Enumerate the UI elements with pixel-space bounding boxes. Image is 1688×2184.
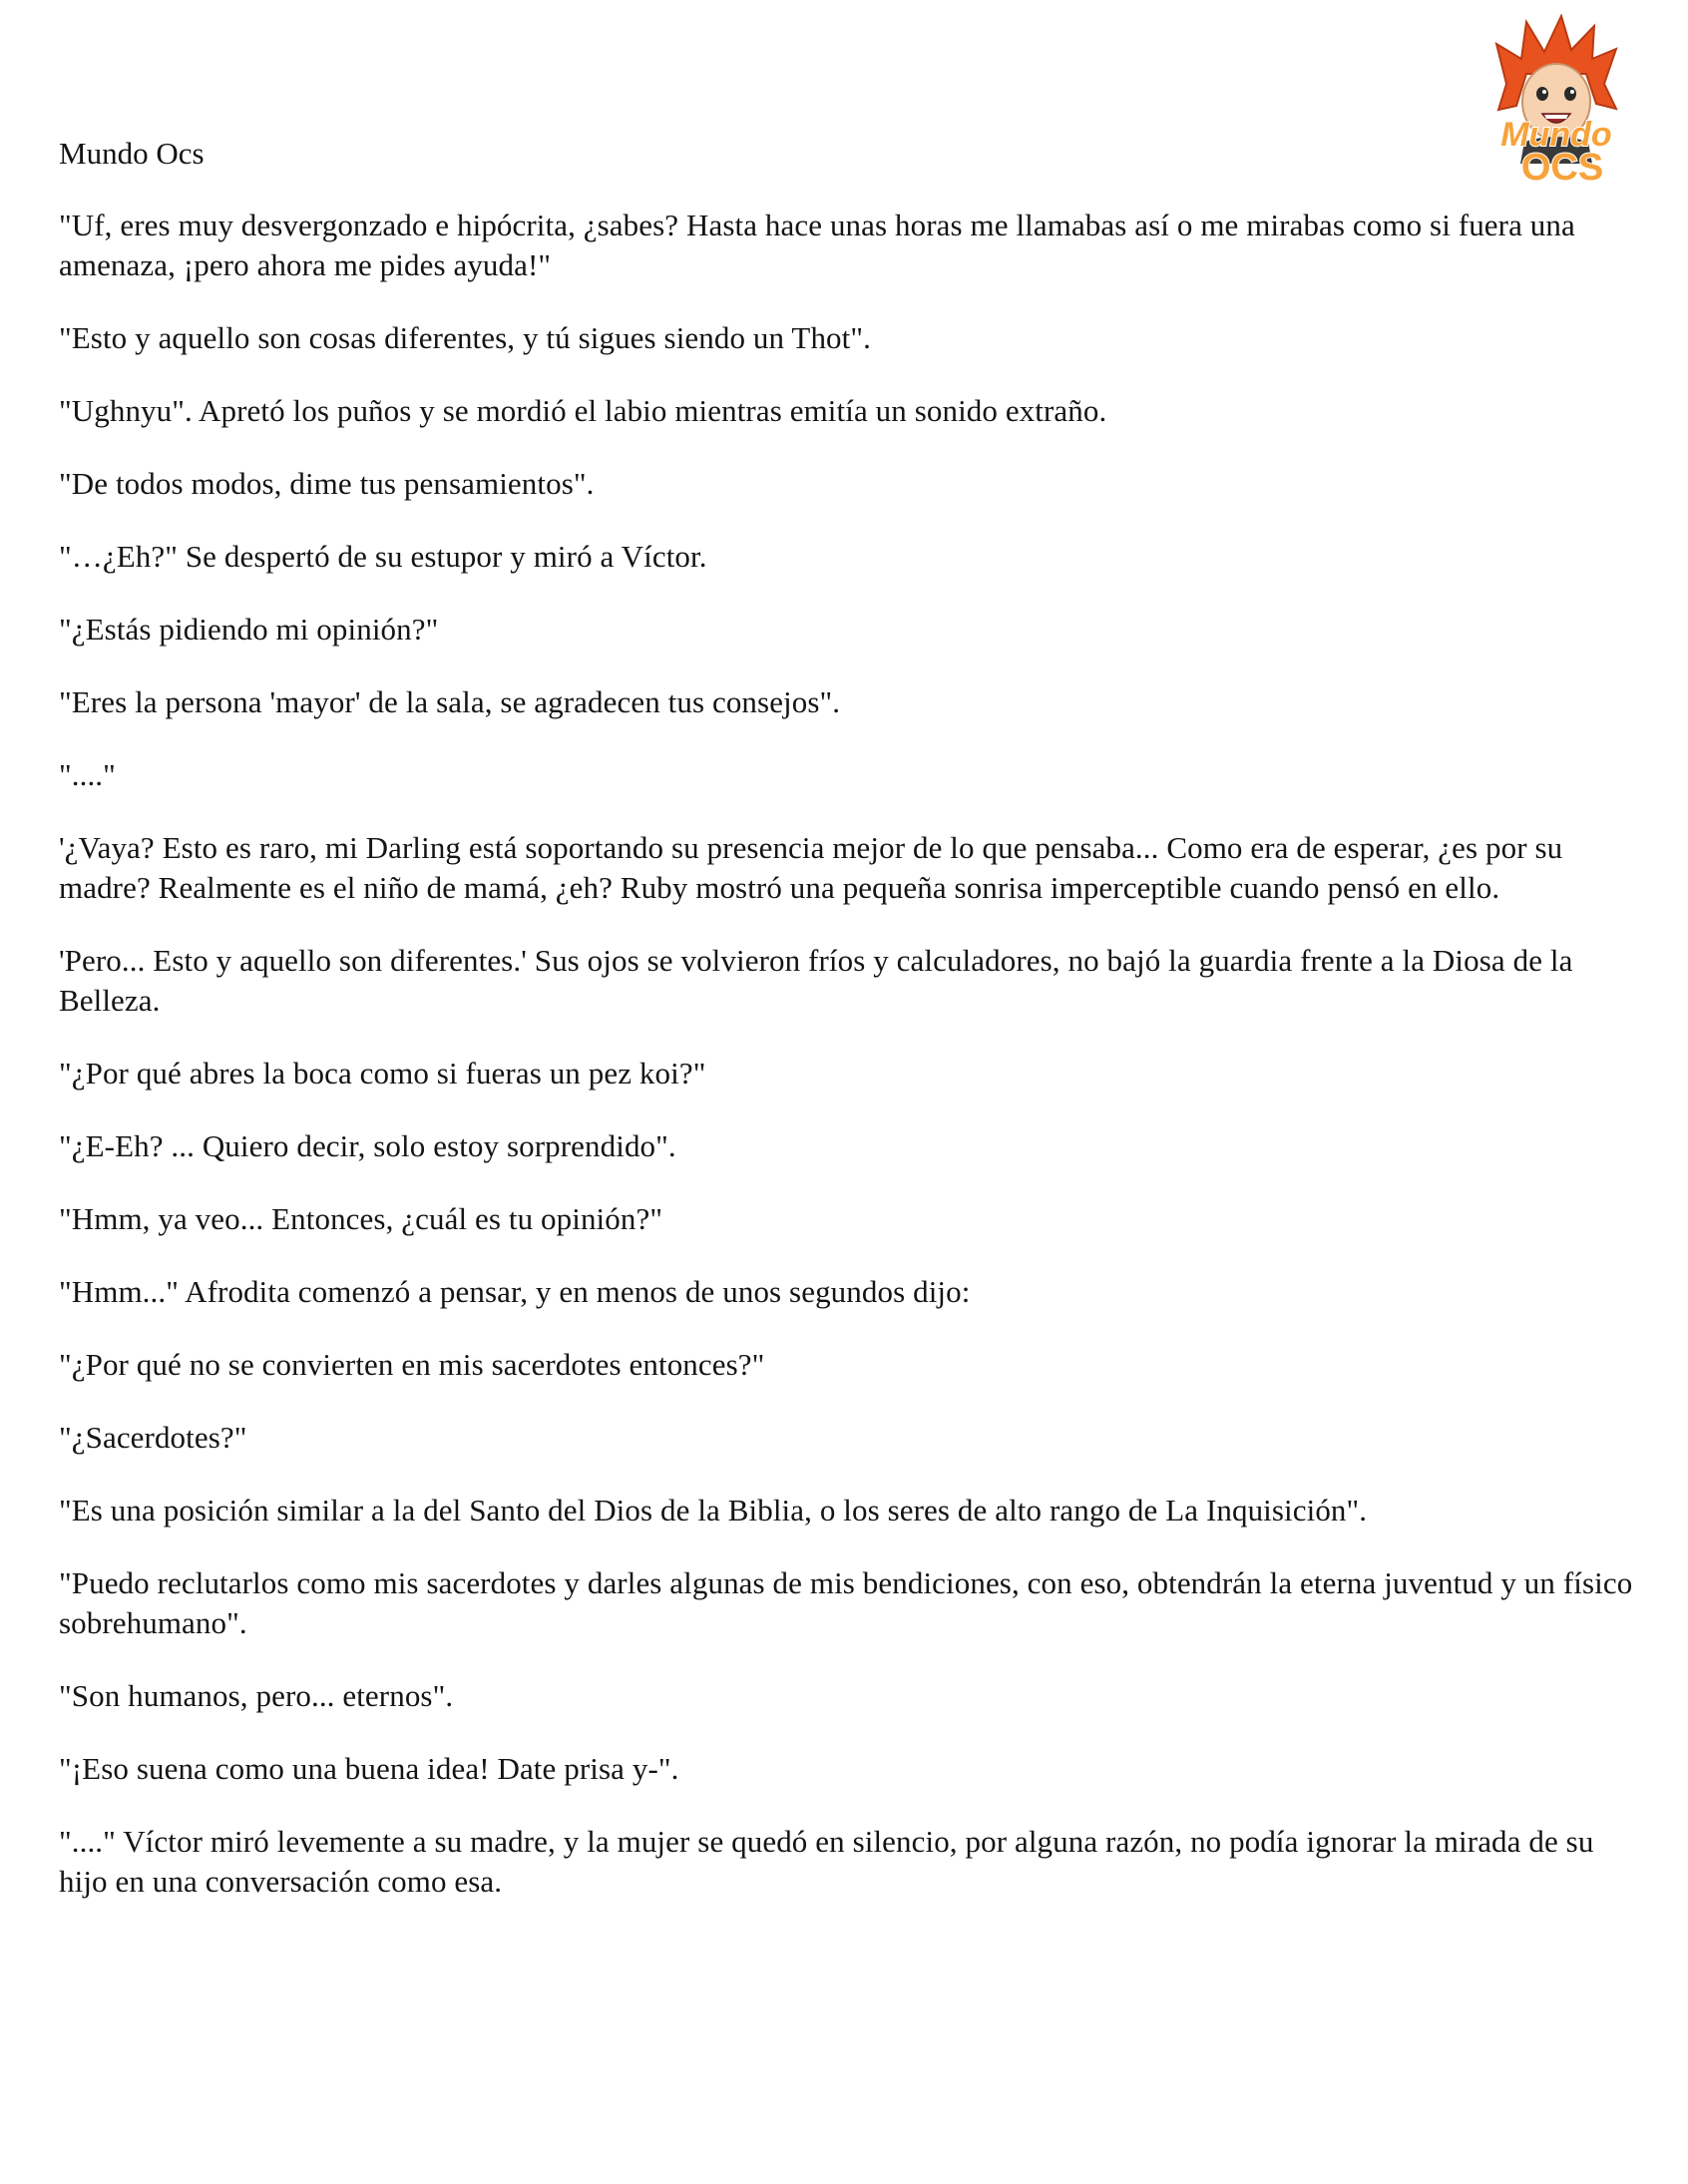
paragraph: "¿Sacerdotes?" <box>59 1420 247 1455</box>
paragraph: "De todos modos, dime tus pensamientos". <box>59 466 595 501</box>
paragraph: "Puedo reclutarlos como mis sacerdotes y darles algunas de mis bendiciones, con eso, obtendrán la eterna juventud y un físico sobrehumano". <box>59 1565 1633 1640</box>
paragraph: "¡Eso suena como una buena idea! Date prisa y-". <box>59 1751 679 1786</box>
page-header-title: Mundo Ocs <box>59 136 205 171</box>
paragraph: "Hmm..." Afrodita comenzó a pensar, y en menos de unos segundos dijo: <box>59 1274 971 1309</box>
paragraph: "Ughnyu". Apretó los puños y se mordió el labio mientras emitía un sonido extraño. <box>59 393 1107 428</box>
paragraph: "…¿Eh?" Se despertó de su estupor y miró a Víctor. <box>59 539 707 574</box>
paragraph: "¿Estás pidiendo mi opinión?" <box>59 612 439 647</box>
paragraph: "Es una posición similar a la del Santo del Dios de la Biblia, o los seres de alto rango de La Inquisición". <box>59 1493 1368 1528</box>
logo-text-ocs: OCS <box>1520 147 1604 186</box>
paragraph: "Eres la persona 'mayor' de la sala, se agradecen tus consejos". <box>59 684 841 719</box>
paragraph: "Hmm, ya veo... Entonces, ¿cuál es tu opinión?" <box>59 1201 663 1236</box>
paragraph: "¿Por qué abres la boca como si fueras un pez koi?" <box>59 1056 706 1091</box>
paragraph: "Esto y aquello son cosas diferentes, y tú sigues siendo un Thot". <box>59 320 871 355</box>
logo-text-mundo: Mundo <box>1500 116 1612 154</box>
paragraph: "...." <box>59 757 116 792</box>
mundo-ocs-logo <box>1467 14 1646 186</box>
paragraph: "Son humanos, pero... eternos". <box>59 1678 454 1713</box>
paragraph: '¿Vaya? Esto es raro, mi Darling está soportando su presencia mejor de lo que pensaba... Como era de esperar, ¿es por su madre? Realmente es el niño de mamá, ¿eh? Ruby mostró una pequeña sonrisa imperceptible cuando pensó en ello. <box>59 830 1563 905</box>
paragraph: "¿E-Eh? ... Quiero decir, solo estoy sorprendido". <box>59 1128 676 1163</box>
paragraph: "Uf, eres muy desvergonzado e hipócrita, ¿sabes? Hasta hace unas horas me llamabas así o me mirabas como si fuera una amenaza, ¡pero ahora me pides ayuda!" <box>59 208 1575 282</box>
paragraph: 'Pero... Esto y aquello son diferentes.' Sus ojos se volvieron fríos y calculadores, no bajó la guardia frente a la Diosa de la Belleza. <box>59 943 1573 1018</box>
paragraph: "¿Por qué no se convierten en mis sacerdotes entonces?" <box>59 1347 765 1382</box>
paragraph: "...." Víctor miró levemente a su madre, y la mujer se quedó en silencio, por alguna razón, no podía ignorar la mirada de su hijo en una conversación como esa. <box>59 1824 1594 1899</box>
body-text <box>59 206 1635 1935</box>
